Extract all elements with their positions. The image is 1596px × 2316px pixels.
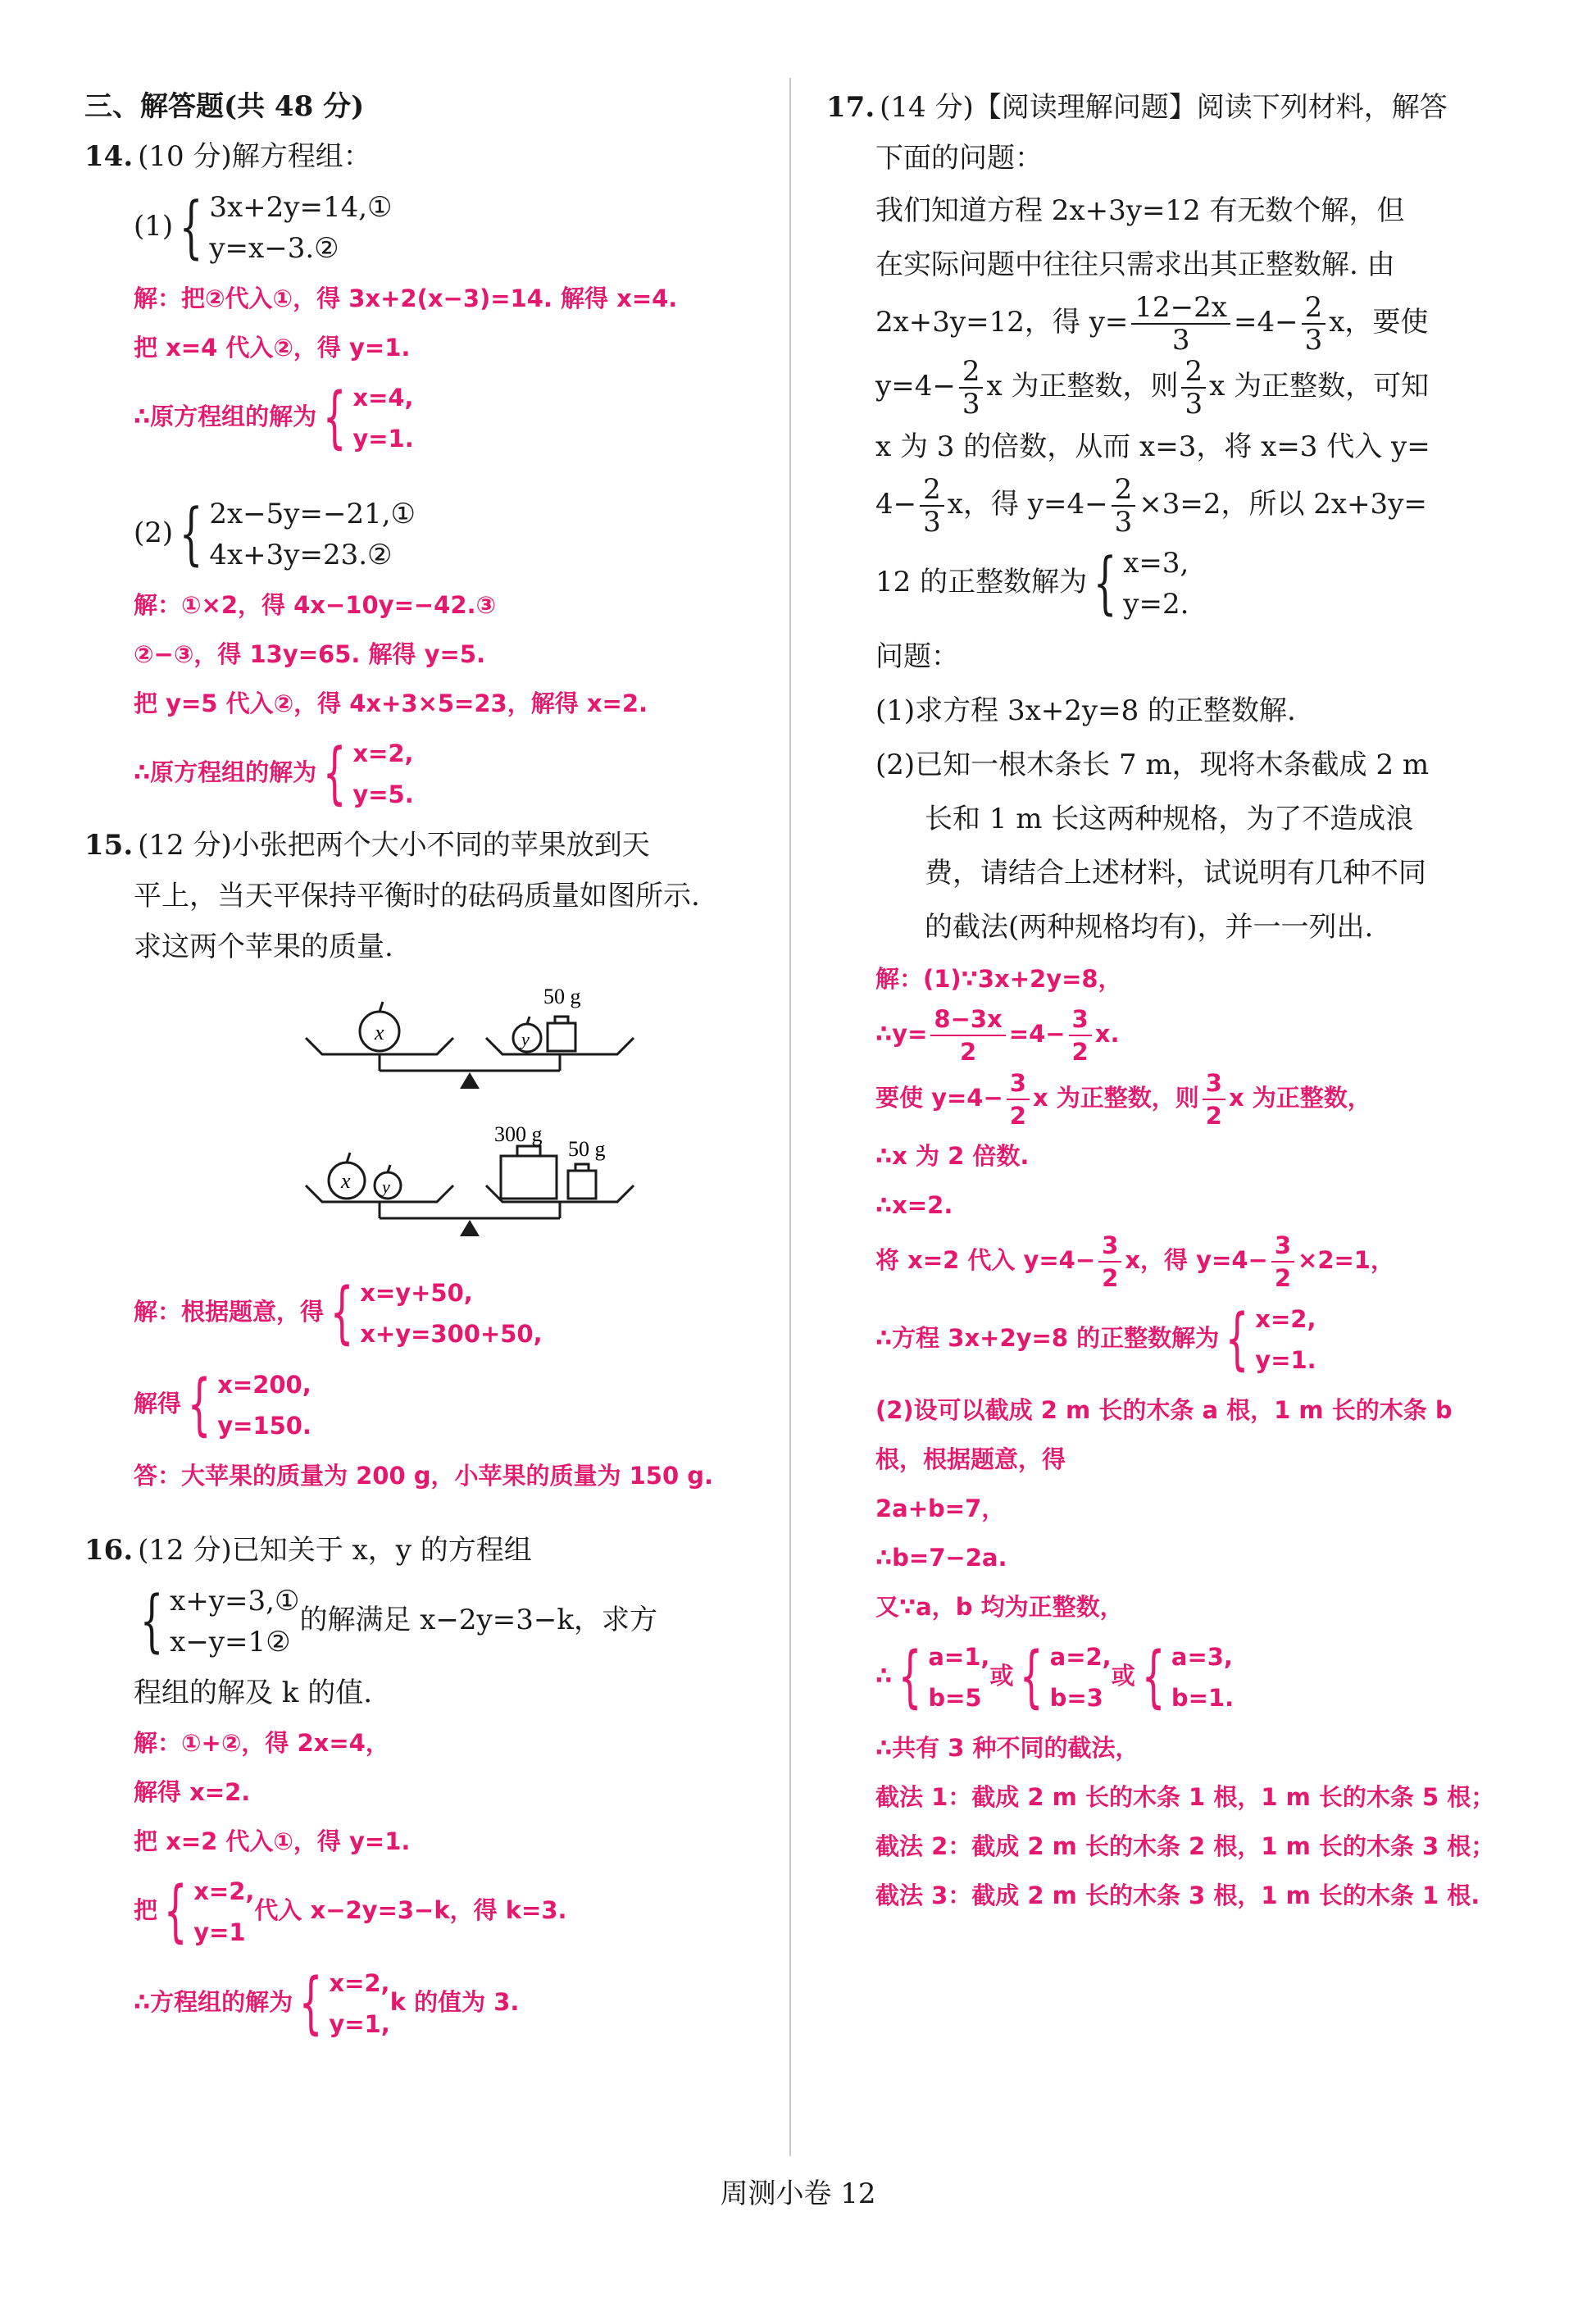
- q17-answer-6: 将 x=2 代入 y=4− $\frac{3}{2}$ x，得 y=4− $\frac{3}{2}$ ×2=1，: [875, 1231, 1394, 1292]
- bottom-weight-300-label: 300 g: [494, 1122, 543, 1146]
- q16-answer-3: 把 x=2 代入①，得 y=1.: [134, 1827, 411, 1855]
- q17-answer-4: ∴x 为 2 倍数.: [875, 1142, 1030, 1170]
- top-weight-label: 50 g: [543, 985, 581, 1008]
- q17-stem-1: 17. (14 分)【阅读理解问题】阅读下列材料，解答: [826, 91, 1448, 124]
- q17-stem-2: 下面的问题：: [875, 142, 1043, 175]
- q17-answer-b8: 截法 1：截成 2 m 长的木条 1 根，1 m 长的木条 5 根；: [875, 1783, 1495, 1811]
- q15-stem-1: 15. (12 分)小张把两个大小不同的苹果放到天: [84, 829, 650, 862]
- q17-answer-b5: 又∵a，b 均为正整数，: [875, 1593, 1124, 1621]
- q14-p1-answer-3: ∴原方程组的解为 { x=4, y=1.: [134, 379, 414, 457]
- q15-answer-2: 解得 { x=200, y=150.: [134, 1366, 311, 1444]
- q17-answer-b2: 根，根据题意，得: [875, 1445, 1066, 1473]
- q17-question-1: (1)求方程 3x+2y=8 的正整数解.: [875, 694, 1296, 727]
- q14-p2-answer-2: ②−③，得 13y=65. 解得 y=5.: [134, 640, 486, 668]
- q14-p2-answer-1: 解：①×2，得 4x−10y=−42.③: [134, 591, 497, 619]
- balance-top: [306, 1002, 634, 1071]
- q16-answer-2: 解得 x=2.: [134, 1778, 251, 1806]
- q16-answer-1: 解：①+②，得 2x=4，: [134, 1729, 389, 1757]
- q16-answer-4: 把 { x=2, y=1 代入 x−2y=3−k，得 k=3.: [134, 1872, 567, 1950]
- q16-stem-2: { x+y=3,① x−y=1② 的解满足 x−2y=3−k，求方: [139, 1582, 657, 1660]
- bottom-apple-x-label: x: [341, 1169, 351, 1193]
- q17-question-2-line3: 费，请结合上述材料，试说明有几种不同: [925, 857, 1426, 890]
- q15-answer-3: 答：大苹果的质量为 200 g，小苹果的质量为 150 g.: [134, 1462, 713, 1490]
- q14-p2-answer-3: 把 y=5 代入②，得 4x+3×5=23，解得 x=2.: [134, 689, 648, 717]
- q17-material-6: 4− $\frac{2}{3}$ x，得 y=4− $\frac{2}{3}$ ×3=2，所以 2x+3y=: [875, 473, 1427, 539]
- q17-answer-2: ∴y= $\frac{8-3x}{2}$ =4− $\frac{3}{2}$ x.: [875, 1005, 1120, 1066]
- q17-answer-b6: ∴ { a=1, b=5 或 { a=2, b=3 或 { a=3, b=1.: [875, 1638, 1235, 1716]
- top-apple-y-label: y: [521, 1029, 530, 1049]
- left-column: [84, 82, 765, 2050]
- top-apple-x-label: x: [375, 1021, 384, 1044]
- q14-p1-answer-1: 解：把②代入①，得 3x+2(x−3)=14. 解得 x=4.: [134, 284, 678, 312]
- q17-material-7: 12 的正整数解为 { x=3, y=2.: [875, 544, 1189, 622]
- q17-material-3: 2x+3y=12，得 y= $\frac{12-2x}{3}$ =4− $\frac{2}{3}$ x，要使: [875, 291, 1429, 357]
- q17-question-2-line2: 长和 1 m 长这两种规格，为了不造成浪: [925, 803, 1414, 835]
- q15-answer-1: 解：根据题意，得 { x=y+50, x+y=300+50,: [134, 1274, 543, 1352]
- q17-answer-b10: 截法 3：截成 2 m 长的木条 3 根，1 m 长的木条 1 根.: [875, 1881, 1480, 1909]
- column-divider: [789, 78, 791, 2156]
- q17-material-2: 在实际问题中往往只需求出其正整数解. 由: [875, 248, 1395, 281]
- page-footer: 周测小卷 12: [720, 2177, 876, 2210]
- q14-stem: 14. (10 分)解方程组：: [84, 140, 371, 173]
- q16-stem-1: 16. (12 分)已知关于 x，y 的方程组: [84, 1534, 532, 1567]
- section-title: 三、解答题(共 48 分): [84, 90, 365, 123]
- q14-part1-system: (1) { 3x+2y=14,① y=x−3.②: [134, 189, 393, 266]
- q17-answer-b9: 截法 2：截成 2 m 长的木条 2 根，1 m 长的木条 3 根；: [875, 1832, 1495, 1860]
- q17-answer-b3: 2a+b=7，: [875, 1495, 1006, 1522]
- bottom-apple-y-label: y: [382, 1176, 390, 1197]
- q16-stem-3: 程组的解及 k 的值.: [134, 1677, 373, 1709]
- q17-answer-3: 要使 y=4− $\frac{3}{2}$ x 为正整数，则 $\frac{3}{2}$ x 为正整数，: [875, 1069, 1371, 1130]
- right-column: [826, 82, 1516, 1920]
- q14-part2-system: (2) { 2x−5y=−21,① 4x+3y=23.②: [134, 495, 416, 573]
- q15-stem-3: 求这两个苹果的质量.: [134, 930, 393, 963]
- q16-answer-5: ∴方程组的解为 { x=2, y=1, k 的值为 3.: [134, 1964, 520, 2042]
- q17-answer-5: ∴x=2.: [875, 1191, 953, 1219]
- q17-answer-7: ∴方程 3x+2y=8 的正整数解为 { x=2, y=1.: [875, 1300, 1316, 1378]
- balance-scale-figure: [298, 981, 642, 1259]
- q14-p2-answer-4: ∴原方程组的解为 { x=2, y=5.: [134, 735, 414, 812]
- fulcrum-bottom: [460, 1220, 480, 1236]
- q17-question-2-line1: (2)已知一根木条长 7 m，现将木条截成 2 m: [875, 748, 1430, 781]
- q17-answer-b4: ∴b=7−2a.: [875, 1544, 1007, 1572]
- q17-material-4: y=4− $\frac{2}{3}$ x 为正整数，则 $\frac{2}{3}$ x 为正整数，可知: [875, 355, 1430, 421]
- q17-material-1: 我们知道方程 2x+3y=12 有无数个解，但: [875, 194, 1405, 227]
- fulcrum-top: [460, 1072, 480, 1089]
- q17-question-title: 问题：: [875, 640, 959, 673]
- q14-p1-answer-2: 把 x=4 代入②，得 y=1.: [134, 334, 411, 362]
- q17-answer-b7: ∴共有 3 种不同的截法，: [875, 1734, 1139, 1762]
- q17-answer-b1: (2)设可以截成 2 m 长的木条 a 根，1 m 长的木条 b: [875, 1396, 1453, 1424]
- q17-question-2-line4: 的截法(两种规格均有)，并一一列出.: [925, 911, 1374, 944]
- q15-stem-2: 平上，当天平保持平衡时的砝码质量如图所示.: [134, 880, 700, 912]
- q17-answer-1: 解：(1)∵3x+2y=8，: [875, 965, 1122, 993]
- q17-material-5: x 为 3 的倍数，从而 x=3，将 x=3 代入 y=: [875, 430, 1430, 463]
- bottom-weight-50-label: 50 g: [568, 1137, 606, 1161]
